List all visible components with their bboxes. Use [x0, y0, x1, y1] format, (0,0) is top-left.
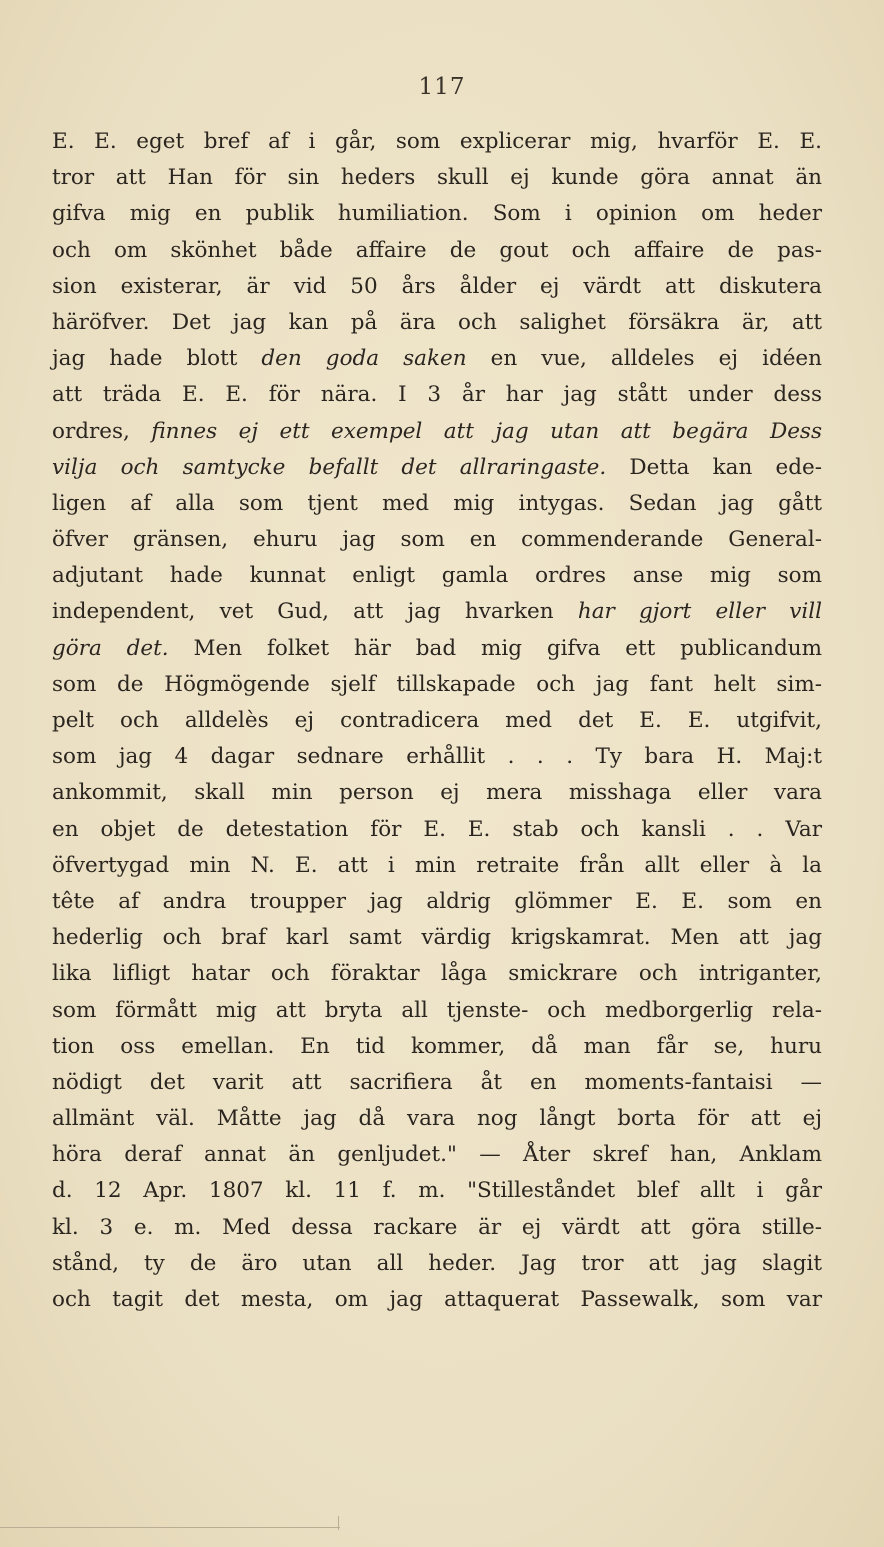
text-line: ankommit, skall min person ej mera misshaga eller vara [52, 780, 822, 806]
text-line: och tagit det mesta, om jag attaquerat Passewalk, som var [52, 1287, 822, 1312]
text-line: ligen af alla som tjent med mig intygas. Sedan jag gått [52, 490, 822, 516]
text-line: jag hade blott den goda saken en vue, alldeles ej idéen [52, 346, 823, 372]
italic-phrase: finnes ej ett exempel att jag utan att begära Dess [151, 418, 822, 444]
body-text [52, 124, 822, 1318]
text-line: nödigt det varit att sacrifiera åt en moments-fantaisi — [52, 1069, 822, 1095]
bottom-tick [338, 1516, 339, 1530]
page-number: 117 [418, 74, 466, 100]
text-line: allmänt väl. Måtte jag då vara nog långt borta för att ej [52, 1106, 822, 1132]
text-line: tion oss emellan. En tid kommer, då man får se, huru [52, 1033, 822, 1059]
text-line: tête af andra troupper jag aldrig glömmer E. E. som en [52, 888, 822, 914]
italic-phrase: göra det. [52, 635, 169, 661]
italic-phrase: har gjort eller vill [577, 599, 822, 625]
text-line: häröfver. Det jag kan på ära och salighet försäkra är, att [52, 309, 822, 335]
text-line: lika lifligt hatar och föraktar låga smickrare och intriganter, [52, 961, 822, 987]
text-line: stånd, ty de äro utan all heder. Jag tror att jag slagit [52, 1250, 822, 1276]
text-line: adjutant hade kunnat enligt gamla ordres anse mig som [52, 563, 822, 589]
text-line: hederlig och braf karl samt värdig krigskamrat. Men att jag [52, 925, 822, 951]
text-line: gifva mig en publik humiliation. Som i opinion om heder [52, 201, 822, 227]
text-line: som jag 4 dagar sednare erhållit . . . Ty bara H. Maj:t [52, 744, 822, 770]
text-line: pelt och alldelès ej contradicera med det E. E. utgifvit, [52, 708, 822, 733]
text-line: vilja och samtycke befallt det allraringaste. Detta kan ede- [52, 454, 822, 480]
text-line: E. E. eget bref af i går, som explicerar mig, hvarför E. E. [52, 129, 822, 154]
text-line: sion existerar, är vid 50 års ålder ej värdt att diskutera [52, 273, 822, 299]
text-line: kl. 3 e. m. Med dessa rackare är ej värdt att göra stille- [52, 1214, 822, 1240]
italic-phrase: den goda saken [261, 346, 467, 372]
text-line: öfver gränsen, ehuru jag som en commenderande General- [52, 527, 822, 553]
text-line: d. 12 Apr. 1807 kl. 11 f. m. "Stilleståndet blef allt i går [52, 1178, 822, 1204]
bottom-rule [0, 1527, 340, 1528]
text-line: göra det. Men folket här bad mig gifva ett publicandum [52, 635, 822, 661]
text-line: och om skönhet både affaire de gout och affaire de pas- [52, 237, 822, 263]
text-line: ordres, finnes ej ett exempel att jag utan att begära Dess [52, 418, 822, 444]
text-line: tror att Han för sin heders skull ej kunde göra annat än [52, 165, 822, 191]
text-line: som de Högmögende sjelf tillskapade och jag fant helt sim- [52, 671, 822, 697]
text-line: en objet de detestation för E. E. stab och kansli . . Var [52, 816, 822, 842]
text-line: independent, vet Gud, att jag hvarken har gjort eller vill [52, 599, 822, 625]
text-line: som förmått mig att bryta all tjenste- och medborgerlig rela- [52, 997, 822, 1023]
text-line: att träda E. E. för nära. I 3 år har jag stått under dess [52, 382, 822, 408]
text-line: höra deraf annat än genljudet." — Åter skref han, Anklam [52, 1142, 822, 1168]
text-line: öfvertygad min N. E. att i min retraite från allt eller à la [52, 852, 822, 878]
italic-phrase: vilja och samtycke befallt det allraringaste. [52, 454, 607, 480]
